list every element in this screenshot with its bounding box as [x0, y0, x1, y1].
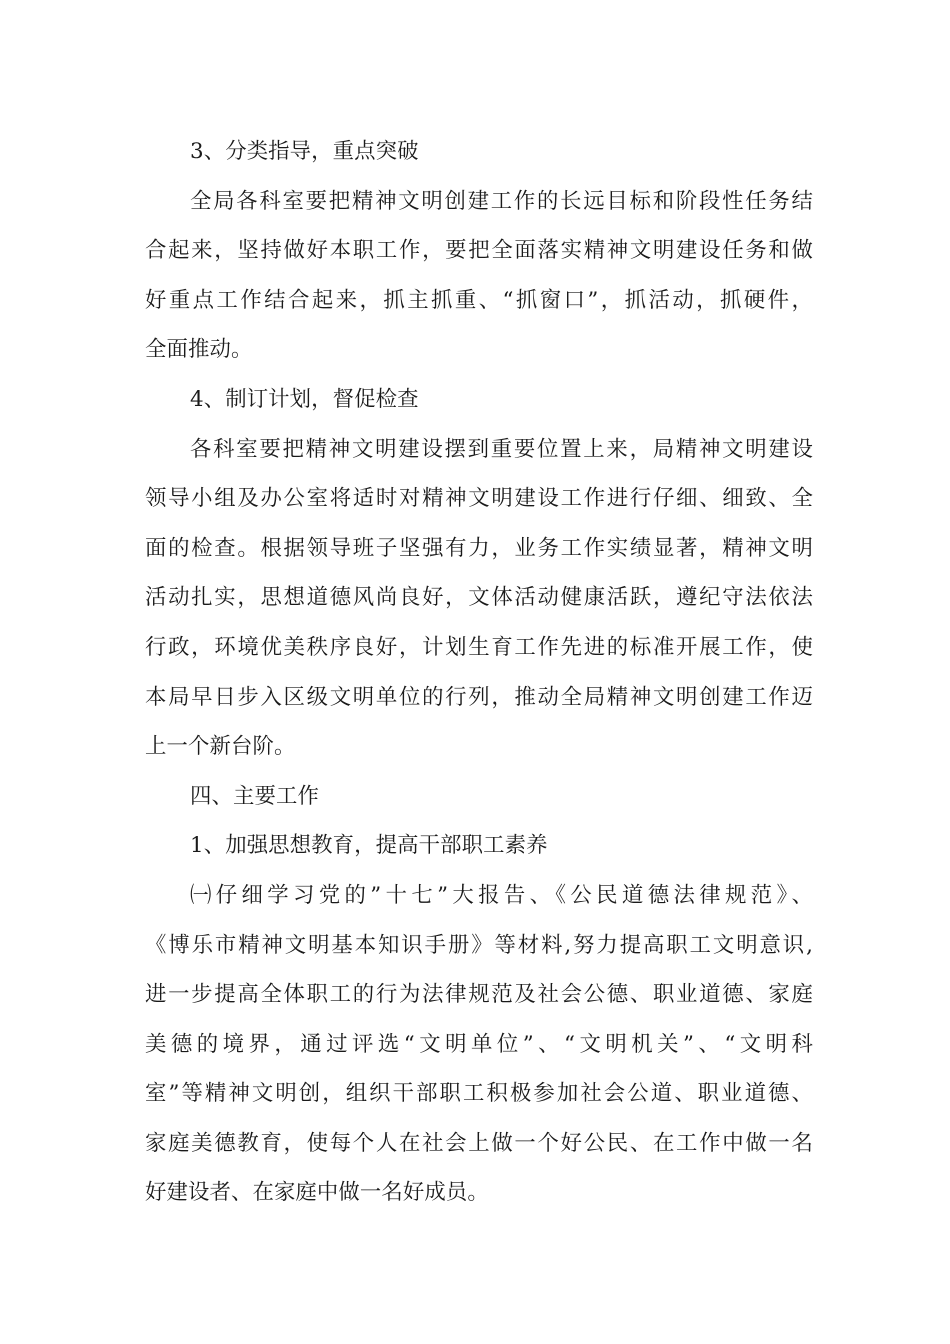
paragraph-line: 各科室要把精神文明建设摆到重要位置上来，局精神文明建设 [190, 436, 813, 462]
paragraph-line: 行政，环境优美秩序良好，计划生育工作先进的标准开展工作，使 [145, 634, 813, 660]
paragraph-line: 好重点工作结合起来，抓主抓重、“抓窗口”，抓活动，抓硬件， [145, 287, 813, 313]
section-heading-1: 1、加强思想教育，提高干部职工素养 [190, 833, 548, 859]
paragraph-line: 领导小组及办公室将适时对精神文明建设工作进行仔细、细致、全 [145, 486, 813, 512]
paragraph-line: 进一步提高全体职工的行为法律规范及社会公德、职业道德、家庭 [145, 982, 813, 1008]
paragraph-line: 合起来，坚持做好本职工作，要把全面落实精神文明建设任务和做 [145, 238, 813, 264]
section-heading-3: 3、分类指导，重点突破 [190, 139, 419, 164]
paragraph-line: 《博乐市精神文明基本知识手册》等材料,努力提高职工文明意识, [145, 932, 813, 958]
paragraph-line: 上一个新台阶。 [145, 734, 296, 760]
section-heading-4: 4、制订计划，督促检查 [190, 386, 419, 412]
paragraph-line: 美德的境界，通过评选“文明单位”、“文明机关”、“文明科 [145, 1031, 813, 1057]
paragraph-line: 家庭美德教育，使每个人在社会上做一个好公民、在工作中做一名 [145, 1130, 813, 1156]
paragraph-line: 面的检查。根据领导班子坚强有力，业务工作实绩显著，精神文明 [145, 535, 813, 561]
paragraph-line: 全局各科室要把精神文明创建工作的长远目标和阶段性任务结 [190, 188, 813, 214]
paragraph-line: 活动扎实，思想道德风尚良好，文体活动健康活跃，遵纪守法依法 [145, 585, 813, 611]
paragraph-line: 室”等精神文明创，组织干部职工积极参加社会公道、职业道德、 [145, 1081, 813, 1107]
chapter-heading-main-work: 四、主要工作 [190, 783, 319, 809]
paragraph-line: 全面推动。 [145, 337, 253, 363]
paragraph-line: ㈠仔细学习党的”十七”大报告、《公民道德法律规范》、 [190, 882, 813, 908]
paragraph-line: 好建设者、在家庭中做一名好成员。 [145, 1180, 489, 1206]
paragraph-line: 本局早日步入区级文明单位的行列，推动全局精神文明创建工作迈 [145, 684, 813, 710]
document-page [145, 127, 813, 1218]
